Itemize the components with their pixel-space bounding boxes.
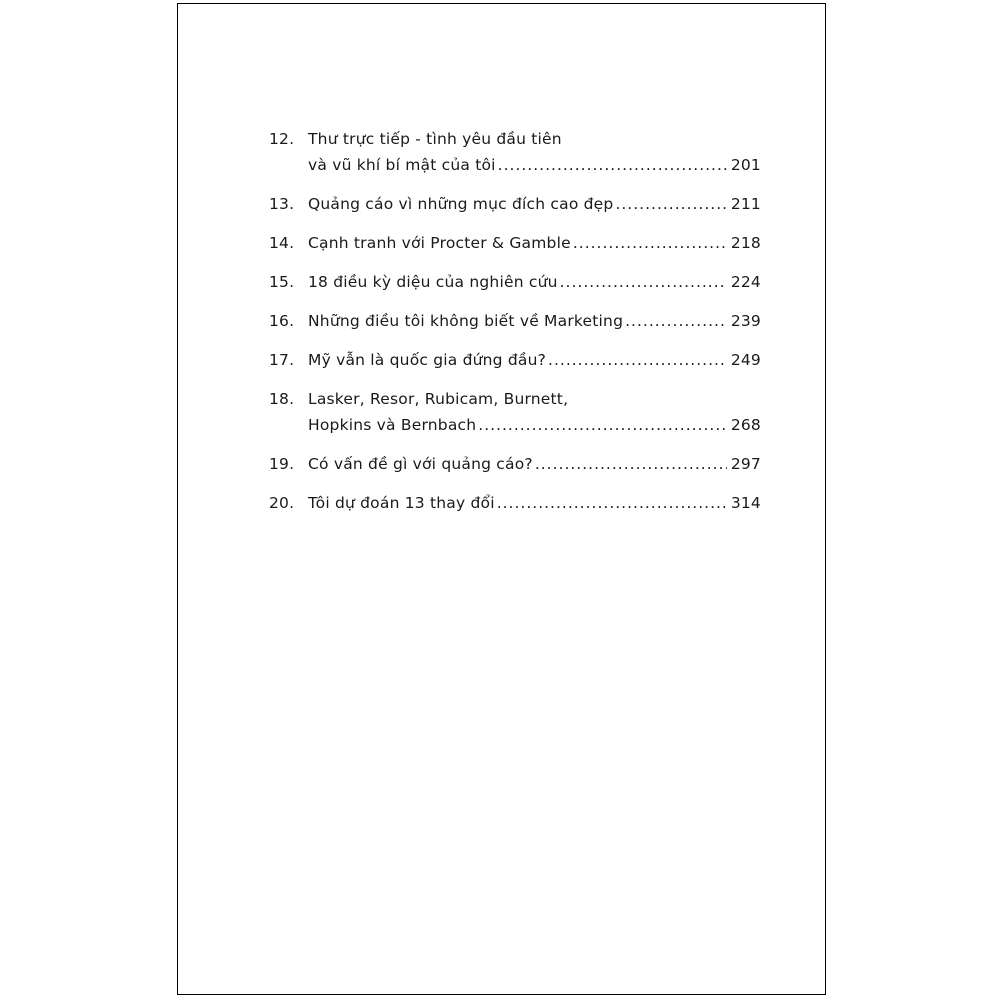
- dot-leader: [548, 347, 727, 373]
- dot-leader: [478, 412, 727, 438]
- chapter-number: 16.: [269, 312, 295, 330]
- toc-line: [269, 191, 761, 217]
- chapter-title: Những điều tôi không biết về Marketing: [308, 312, 624, 330]
- page-number: 224: [730, 273, 761, 291]
- dot-leader: [560, 269, 727, 295]
- toc-entry-12: [269, 126, 761, 178]
- chapter-title: Có vấn đề gì với quảng cáo?: [308, 455, 533, 473]
- toc-line: [269, 412, 761, 438]
- toc-line: [269, 386, 761, 412]
- toc-entry-19: [269, 451, 761, 477]
- page-number: 314: [730, 494, 761, 512]
- chapter-title: Quảng cáo vì những mục đích cao đẹp: [308, 195, 614, 213]
- dot-leader: [625, 308, 727, 334]
- chapter-title: Mỹ vẫn là quốc gia đứng đầu?: [308, 351, 547, 369]
- page-number: 239: [730, 312, 761, 330]
- page-number: 201: [730, 156, 761, 174]
- chapter-title: Thư trực tiếp - tình yêu đầu tiên: [308, 130, 562, 148]
- chapter-title-continued: và vũ khí bí mật của tôi: [308, 156, 496, 174]
- chapter-number: 17.: [269, 351, 295, 369]
- chapter-number: 15.: [269, 273, 295, 291]
- toc-line: [269, 347, 761, 373]
- toc-line: [269, 451, 761, 477]
- chapter-number: 20.: [269, 494, 295, 512]
- dot-leader: [497, 490, 727, 516]
- chapter-title-continued: Hopkins và Bernbach: [308, 416, 477, 434]
- chapter-title: 18 điều kỳ diệu của nghiên cứu: [308, 273, 558, 291]
- toc-line: [269, 308, 761, 334]
- dot-leader: [498, 152, 727, 178]
- chapter-title: Tôi dự đoán 13 thay đổi: [308, 494, 495, 512]
- chapter-number: 14.: [269, 234, 295, 252]
- page-number: 211: [730, 195, 761, 213]
- page-number: 218: [730, 234, 761, 252]
- toc-line: [269, 230, 761, 256]
- page-number: 268: [730, 416, 761, 434]
- toc-entry-15: [269, 269, 761, 295]
- dot-leader: [615, 191, 726, 217]
- chapter-title: Lasker, Resor, Rubicam, Burnett,: [308, 390, 569, 408]
- toc-line: [269, 126, 761, 152]
- toc-entry-20: [269, 490, 761, 516]
- dot-leader: [535, 451, 727, 477]
- toc-entry-14: [269, 230, 761, 256]
- toc-entry-17: [269, 347, 761, 373]
- chapter-number: 19.: [269, 455, 295, 473]
- chapter-number: 18.: [269, 390, 295, 408]
- table-of-contents: [269, 126, 761, 529]
- dot-leader: [573, 230, 727, 256]
- toc-line: [269, 490, 761, 516]
- toc-line: [269, 152, 761, 178]
- page-number: 297: [730, 455, 761, 473]
- toc-entry-13: [269, 191, 761, 217]
- toc-entry-16: [269, 308, 761, 334]
- page-number: 249: [730, 351, 761, 369]
- toc-entry-18: [269, 386, 761, 438]
- chapter-number: 12.: [269, 130, 295, 148]
- chapter-number: 13.: [269, 195, 295, 213]
- chapter-title: Cạnh tranh với Procter & Gamble: [308, 234, 571, 252]
- toc-line: [269, 269, 761, 295]
